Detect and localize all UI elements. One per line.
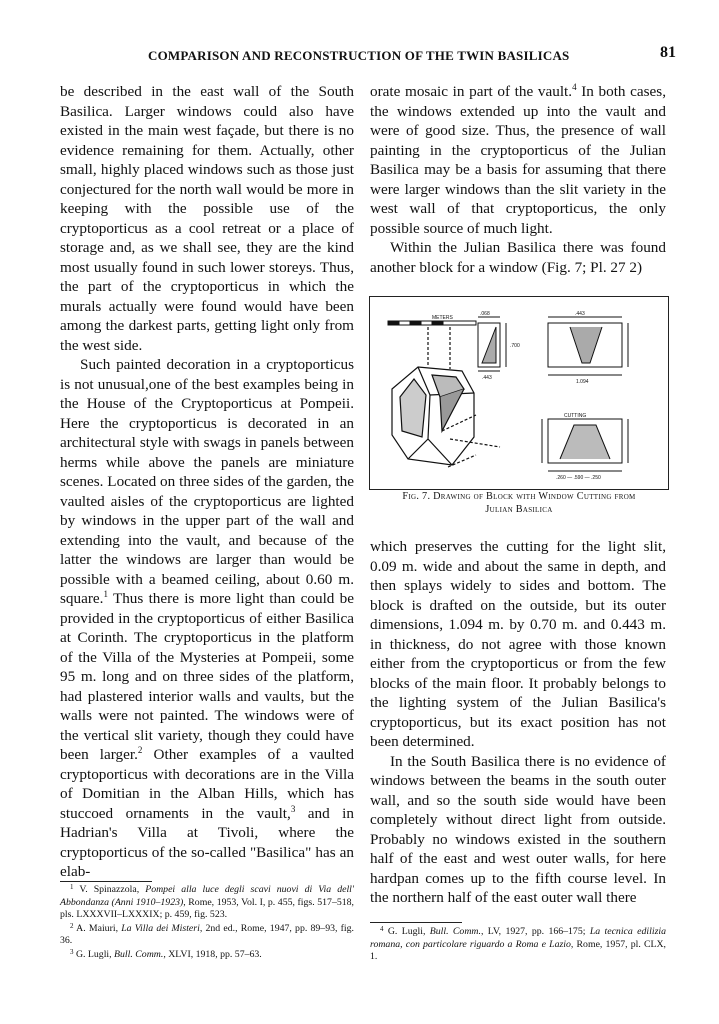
footnote-2 [60,923,354,948]
running-title: COMPARISON AND RECONSTRUCTION OF THE TWIN BASILICAS [148,48,570,63]
left-paragraph-1: be described in the east wall of the South Basilica. Larger windows could also have existed in the main west façade, but there is no evidence remaining for them. Actually, other small, highly placed windows such as those just conjectured for the north wall would be more in keeping with the possible use of the cryptoporticus as a cool retreat or a place of storage and, as we shall see, they are the kind most usually found in such lower storeys. Thus, the part of the cryptoporticus in which the murals actually were found would have been among the darkest parts, getting light only from the west side. [60,83,354,354]
footnote-1 [60,884,354,922]
block-plan [542,419,628,471]
footnote-number: 1 [70,883,74,891]
figure-7 [369,296,669,490]
footnote-ref-1: 1 [103,589,108,599]
text-run: Such painted decoration in a cryptoporticus is not unusual,one of the best examples being in the House of the Cryptoporticus at Pompeii. Here the cryptoporticus is decorated in an architectural style with swags in panels between herms while above the panels are miniature scenes. Located on three sides of the garden, the vaulted aisles of the cryptoporticus are lighted by windows in the upper part of the wall and extending into the vault, and because of the latter the windows are larger than would be possible with a beamed ceiling, about 0.60 m. square. [60,356,354,607]
footnote-ref-2: 2 [137,745,143,755]
footnote-ref-4: 4 [572,82,577,92]
text-run: , 2nd ed., Rome, 1947, pp. 89–93, fig. 36. [60,922,354,947]
footnote-3 [60,949,354,962]
left-footnote-rule [60,881,152,882]
text-run: Thus there is more light than could be provided in the cryptoporticus of either Basilica at Corinth. The cryptoporticus in the platform of the Villa of the Mysteries at Pompeii, some 95 m. long and on three sides of the platform, had plastered interior walls and vaults, but the walls were not painted. The windows were of the vertical slit variety, though they could have been larger. [60,590,354,763]
text-run: , LV, 1927, pp. 166–175; [480,926,590,937]
left-paragraph-2 [60,355,354,882]
text-run: , Rome, 1953, Vol. I, p. 455, figs. 517–518, pls. LXXXVII–LXXXIX; p. 459, fig. 523. [60,896,354,921]
text-run-italic: Bull. Comm. [114,948,164,960]
text-run: Other examples of a vaulted cryptoporticus with decorations are in the Villa of Domitian in the Alban Hills, which has stuccoed ornaments in the vault, [60,746,355,822]
right-paragraph-4: In the South Basilica there is no evidence of windows between the beams in the south outer wall, and so the south side would have been completely without direct light from outside. Probably no windows existed in the southern half of the east and west outer walls, for here hardpan comes up to the fifth course level. In the northern half of the east outer wall there [370,752,666,906]
left-column [60,82,354,882]
right-paragraph-3: which preserves the cutting for the light slit, 0.09 m. wide and about the same in depth, and then splays widely to sides and bottom. The block is drafted on the outside, but its outer dimensions, 1.094 m. by 0.70 m. and 0.443 m. in thickness, do not agree with those known either from the cryptoporticus or from the few blocks of the main floor. It probably belongs to the lighting system of the Julian Basilica's cryptoporticus, but its exact position has not been determined. [370,538,666,750]
right-footnote-rule [370,922,462,923]
dim-label: .443 [482,375,492,381]
scale-label: METERS [432,315,453,321]
dim-label: 1.094 [576,379,589,385]
right-footnotes [370,926,666,965]
text-run: orate mosaic in part of the vault. [370,83,573,100]
text-run: G. Lugli, [383,926,430,937]
block-section [478,317,506,371]
footnote-ref-3: 3 [290,803,296,814]
text-run: , Rome, 1957, pl. CLX, 1. [370,938,666,963]
dim-label: .700 [510,343,520,349]
footnote-number: 4 [380,925,384,933]
dim-label: .443 [575,311,585,317]
right-column-bottom [370,537,666,908]
running-header [56,44,676,70]
text-run-italic: Pompei alla luce degli scavi nuovi di Via dell' Abbondanza (Anni 1910–1923) [60,884,354,908]
right-paragraph-1 [370,82,666,238]
right-column-top [370,82,666,277]
figure-caption [370,490,668,516]
footnote-number: 3 [70,947,74,956]
text-run: In both cases, the windows extended up into the vault and were of good size. Thus, the presence of wall painting in the cryptoporticus of the Julian Basilica may be a basis for assuming that there were larger windows than the slit variety in the west wall of that cryptoporticus, the only possible source of much light. [370,83,666,237]
text-run: G. Lugli, [73,948,115,960]
scale-bar [388,321,476,325]
dim-label: .260 — .590 — .250 [556,475,601,481]
dim-label: .068 [480,311,490,317]
block-perspective [392,327,500,467]
caption-line-1: Fig. 7. Drawing of Block with Window Cutting from [402,491,636,502]
text-run-italic: La Villa dei Misteri [121,922,200,934]
text-run-italic: La tecnica edilizia romana, con particolare riguardo a Roma e Lazio [370,926,666,950]
block-elevation [548,317,628,375]
text-run: V. Spinazzola, [73,884,146,895]
text-run: A. Maiuri, [73,922,122,934]
footnote-number: 2 [70,921,74,930]
footnote-4 [370,926,666,964]
page-number: 81 [660,44,676,61]
caption-line-2: Julian Basilica [485,504,553,515]
right-paragraph-2: Within the Julian Basilica there was found another block for a window (Fig. 7; Pl. 27 2) [370,239,666,276]
left-footnotes [60,884,354,963]
text-run-italic: Bull. Comm. [429,926,481,937]
cutting-label: CUTTING [564,413,587,419]
block-drawing [370,297,668,489]
text-run: and in Hadrian's Villa at Tivoli, where the cryptoporticus of the so-called "Basilica" has an elab- [60,804,354,880]
text-run: , XLVI, 1918, pp. 57–63. [163,948,262,960]
